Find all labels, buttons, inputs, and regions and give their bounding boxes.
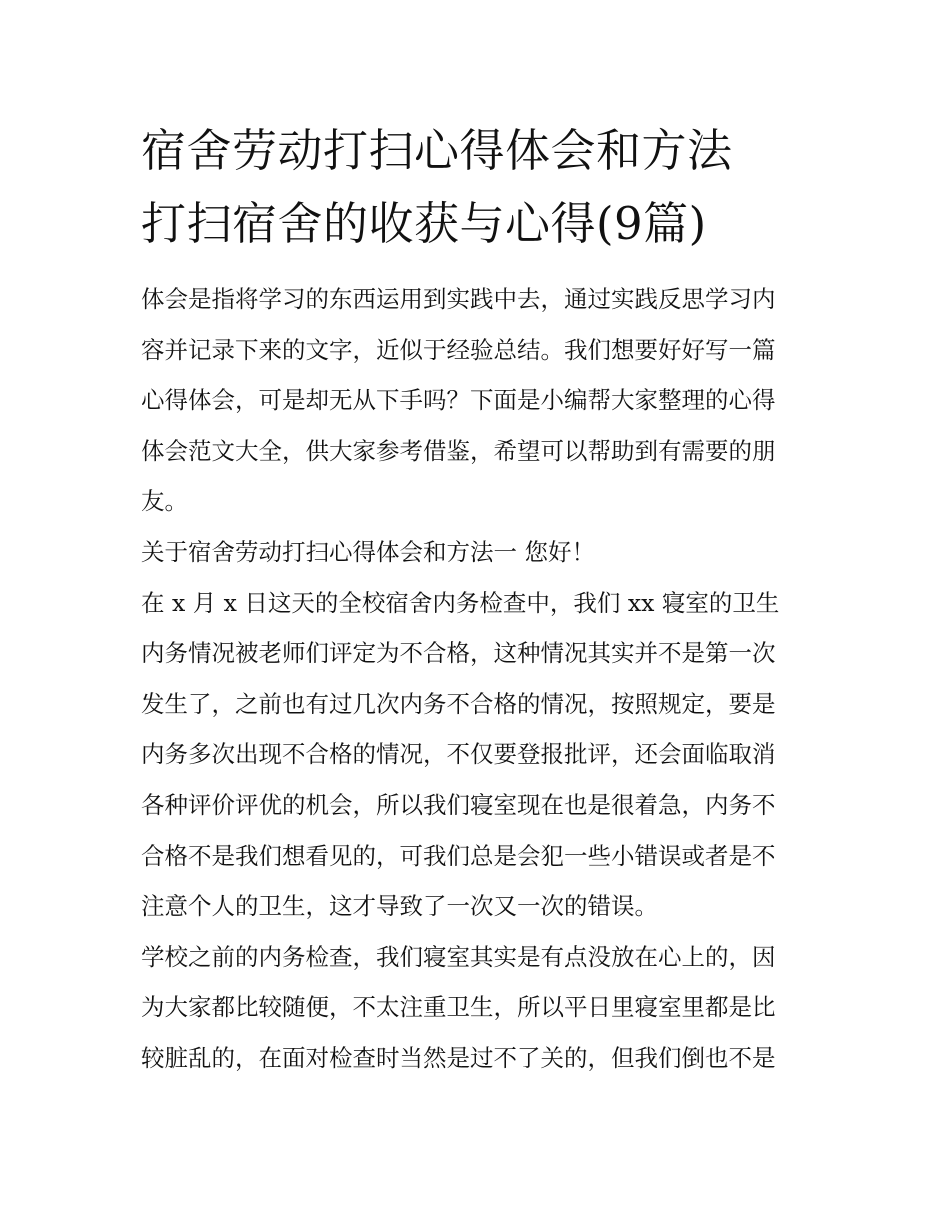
document-title (141, 114, 831, 260)
body-line: 体会是指将学习的东西运用到实践中去，通过实践反思学习内 (141, 285, 776, 313)
body-line: 为大家都比较随便，不太注重卫生，所以平日里寝室里都是比 (141, 993, 776, 1022)
title-line-2: 打扫宿舍的收获与心得(9篇) (141, 197, 707, 250)
body-line: 学校之前的内务检查，我们寝室其实是有点没放在心上的，因 (141, 942, 776, 971)
body-line: 内务情况被老师们评定为不合格，这种情况其实并不是第一次 (141, 639, 776, 668)
body-line: 各种评价评优的机会，所以我们寝室现在也是很着急，内务不 (141, 790, 776, 819)
body-line: 友。 (141, 487, 188, 516)
title-line-1: 宿舍劳动打扫心得体会和方法 (141, 124, 733, 177)
document-body (141, 281, 821, 1091)
body-line: 发生了，之前也有过几次内务不合格的情况，按照规定，要是 (141, 689, 776, 718)
body-line: 内务多次出现不合格的情况，不仅要登报批评，还会面临取消 (141, 740, 776, 769)
body-line: 体会范文大全，供大家参考借鉴，希望可以帮助到有需要的朋 (141, 436, 776, 465)
body-line: 在 x 月 x 日这天的全校宿舍内务检查中，我们 xx 寝室的卫生 (141, 588, 780, 617)
section-heading: 关于宿舍劳动打扫心得体会和方法一 您好！ (141, 537, 595, 566)
body-line: 较脏乱的，在面对检查时当然是过不了关的，但我们倒也不是 (141, 1043, 776, 1072)
body-line: 心得体会，可是却无从下手吗？下面是小编帮大家整理的心得 (141, 386, 776, 415)
body-line: 容并记录下来的文字，近似于经验总结。我们想要好好写一篇 (141, 335, 776, 364)
body-line: 注意个人的卫生，这才导致了一次又一次的错误。 (141, 892, 658, 921)
body-line: 合格不是我们想看见的，可我们总是会犯一些小错误或者是不 (141, 841, 776, 870)
